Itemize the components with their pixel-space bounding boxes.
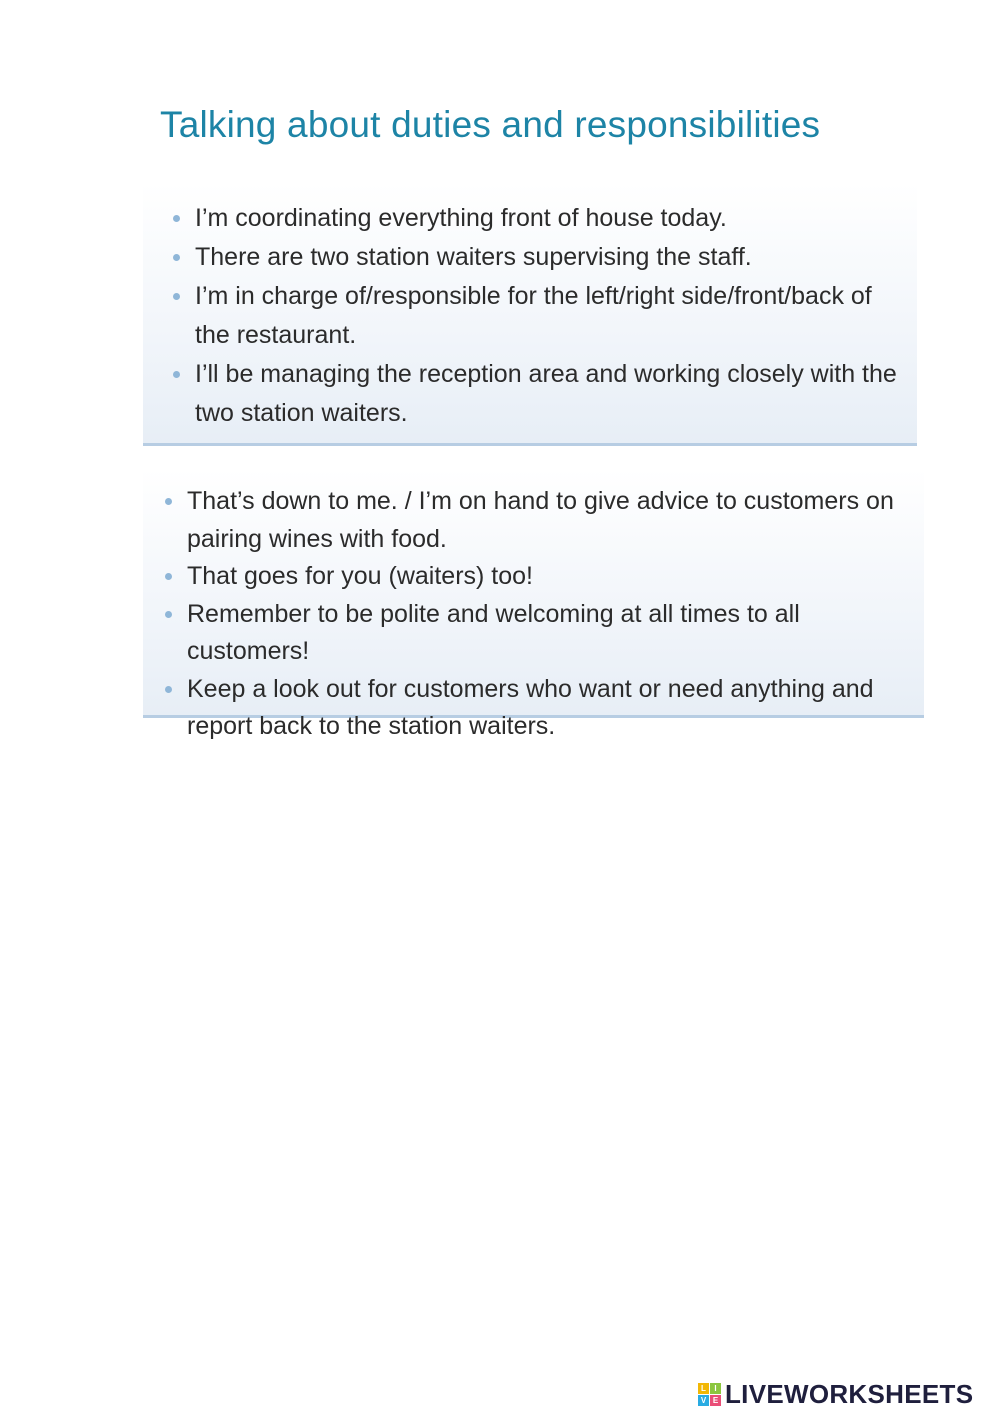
- bullet-icon: [173, 371, 180, 378]
- phrase-list-responsibilities: [163, 483, 904, 746]
- logo-mark-letter: L: [698, 1383, 709, 1394]
- page-title: Talking about duties and responsibilities: [160, 104, 821, 145]
- phrase-list-duties: [171, 199, 897, 433]
- list-item: [171, 199, 897, 238]
- logo-mark-letter: V: [698, 1395, 709, 1406]
- list-item-text: That’s down to me. / I’m on hand to give advice to customers on pairing wines with food.: [187, 487, 894, 553]
- phrase-box-duties: [143, 183, 917, 446]
- list-item-text: Keep a look out for customers who want or need anything and report back to the station waiters.: [187, 674, 874, 740]
- list-item: [163, 483, 904, 558]
- list-item-text: I’m in charge of/responsible for the left/right side/front/back of the restaurant.: [195, 282, 872, 349]
- bullet-icon: [165, 573, 172, 580]
- list-item: [171, 277, 897, 355]
- list-item-text: There are two station waiters supervising the staff.: [195, 243, 752, 271]
- bullet-icon: [165, 498, 172, 505]
- bullet-icon: [165, 686, 172, 693]
- bullet-icon: [173, 215, 180, 222]
- list-item-text: I’ll be managing the reception area and working closely with the two station waiters.: [195, 360, 897, 427]
- liveworksheets-logo: [698, 1378, 998, 1410]
- liveworksheets-logo-text: LIVEWORKSHEETS: [725, 1378, 974, 1409]
- bullet-icon: [165, 611, 172, 618]
- list-item-text: Remember to be polite and welcoming at all times to all customers!: [187, 599, 800, 665]
- bullet-icon: [173, 254, 180, 261]
- list-item: [171, 355, 897, 433]
- list-item: [163, 558, 904, 596]
- list-item: [163, 596, 904, 671]
- list-item-text: That goes for you (waiters) too!: [187, 562, 533, 590]
- list-item-text: I’m coordinating everything front of house today.: [195, 204, 727, 232]
- logo-mark-letter: E: [710, 1395, 721, 1406]
- liveworksheets-logo-icon: [698, 1383, 721, 1406]
- logo-mark-letter: I: [710, 1383, 721, 1394]
- list-item: [171, 238, 897, 277]
- list-item: [163, 671, 904, 746]
- bullet-icon: [173, 293, 180, 300]
- phrase-box-responsibilities: [143, 469, 924, 740]
